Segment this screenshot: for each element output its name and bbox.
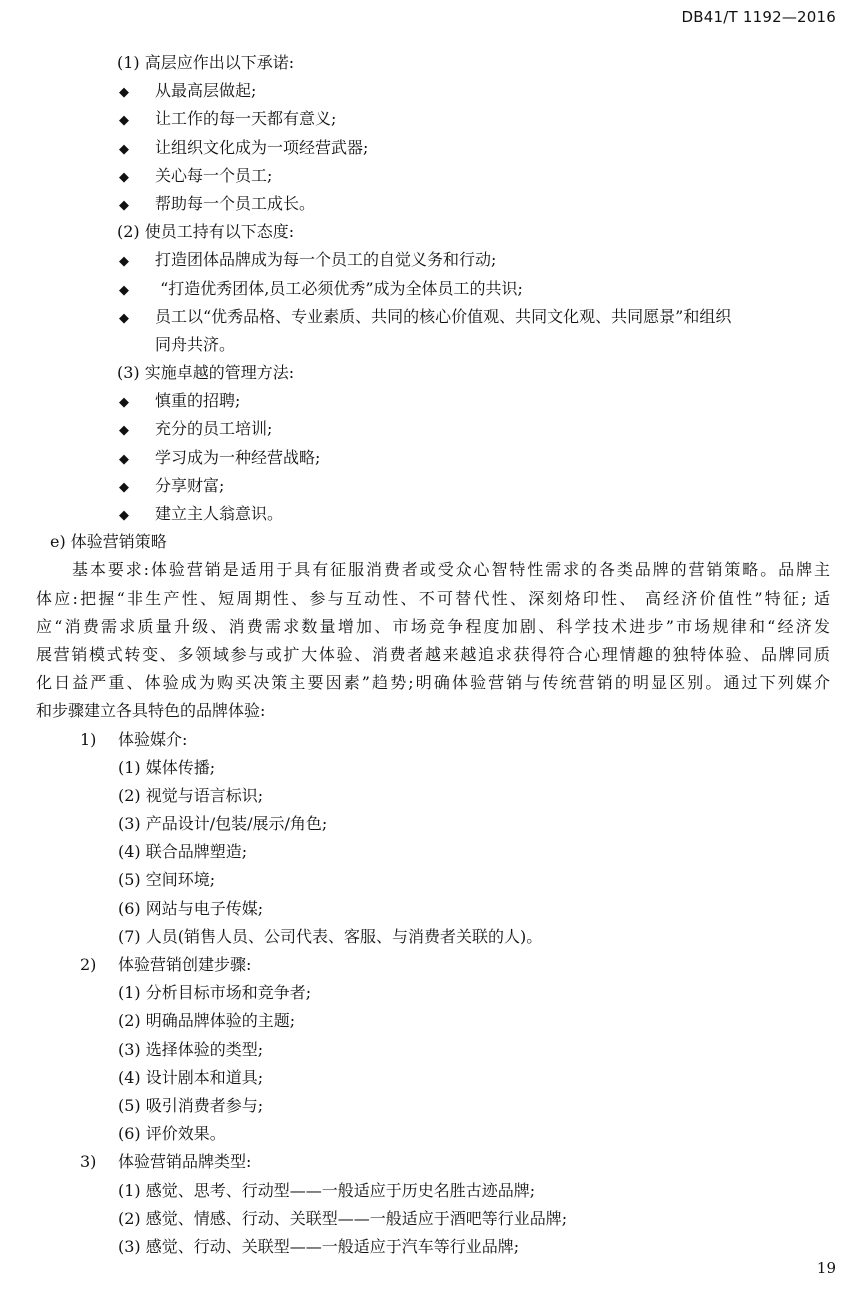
text-line xyxy=(0,951,860,979)
list-number: 2) xyxy=(80,955,97,974)
text-line xyxy=(0,697,860,725)
text-line xyxy=(0,810,860,838)
diamond-bullet-icon: ◆ xyxy=(119,282,129,298)
text-line xyxy=(0,1233,860,1261)
text-line xyxy=(0,162,860,190)
line-text: (1) 分析目标市场和竞争者; xyxy=(118,983,312,1003)
line-text: 应“消费需求质量升级、消费需求数量增加、市场竞争程度加剧、科学技术进步”市场规律和“经济发 xyxy=(36,616,830,636)
line-text: 慎重的招聘; xyxy=(155,391,241,411)
diamond-bullet-icon: ◆ xyxy=(119,310,129,326)
text-line xyxy=(0,303,860,331)
text-line xyxy=(0,1064,860,1092)
text-line xyxy=(0,556,860,584)
line-text: 关心每一个员工; xyxy=(155,165,273,185)
page-number: 19 xyxy=(816,1259,836,1277)
text-line xyxy=(0,585,860,613)
line-text: (3) 实施卓越的管理方法: xyxy=(117,363,295,383)
line-text: 让工作的每一天都有意义; xyxy=(155,109,337,129)
line-text: 帮助每一个员工成长。 xyxy=(155,193,316,213)
text-line xyxy=(0,923,860,951)
diamond-bullet-icon: ◆ xyxy=(119,113,129,129)
text-line xyxy=(0,754,860,782)
diamond-bullet-icon: ◆ xyxy=(119,141,129,157)
diamond-bullet-icon: ◆ xyxy=(119,254,129,270)
line-text: 打造团体品牌成为每一个员工的自觉义务和行动; xyxy=(155,250,497,270)
line-text: 体验营销创建步骤: xyxy=(118,955,252,974)
text-line xyxy=(0,669,860,697)
line-text: 体验媒介: xyxy=(118,729,188,749)
text-line xyxy=(0,359,860,387)
line-text: (1) 高层应作出以下承诺: xyxy=(117,53,295,72)
text-line xyxy=(0,1120,860,1148)
text-line xyxy=(0,246,860,274)
text-line xyxy=(0,500,860,528)
text-line xyxy=(0,726,860,754)
line-text: (2) 感觉、情感、行动、关联型——一般适应于酒吧等行业品牌; xyxy=(118,1208,568,1228)
line-text: 化日益严重、体验成为购买决策主要因素”趋势;明确体验营销与传统营销的明显区别。通过下列媒介 xyxy=(36,673,830,693)
text-line xyxy=(0,1036,860,1064)
line-text: 和步骤建立各具特色的品牌体验: xyxy=(36,701,266,721)
text-line xyxy=(0,613,860,641)
line-text: (2) 明确品牌体验的主题; xyxy=(118,1011,296,1031)
line-text: 员工以“优秀品格、专业素质、共同的核心价值观、共同文化观、共同愿景”和组织 xyxy=(155,306,732,326)
diamond-bullet-icon: ◆ xyxy=(119,508,129,523)
line-text: 让组织文化成为一项经营武器; xyxy=(155,137,369,157)
diamond-bullet-icon: ◆ xyxy=(119,169,129,185)
diamond-bullet-icon: ◆ xyxy=(119,479,129,495)
text-line xyxy=(0,1092,860,1120)
text-line xyxy=(0,1177,860,1205)
text-line xyxy=(0,866,860,894)
line-text: 同舟共济。 xyxy=(155,334,236,354)
text-line xyxy=(0,979,860,1007)
text-line xyxy=(0,275,860,303)
line-text: (3) 感觉、行动、关联型——一般适应于汽车等行业品牌; xyxy=(118,1236,520,1256)
line-text: “打造优秀团体,员工必须优秀”成为全体员工的共识; xyxy=(155,278,523,298)
line-text: (5) 吸引消费者参与; xyxy=(118,1095,264,1115)
list-number: 3) xyxy=(80,1152,97,1172)
text-line xyxy=(0,641,860,669)
line-text: 建立主人翁意识。 xyxy=(155,504,284,523)
text-line xyxy=(0,472,860,500)
text-line xyxy=(0,218,860,246)
line-text: (5) 空间环境; xyxy=(118,870,216,890)
document-code-header: DB41/T 1192—2016 xyxy=(681,8,836,26)
text-line xyxy=(0,134,860,162)
diamond-bullet-icon: ◆ xyxy=(119,197,129,213)
text-line xyxy=(0,895,860,923)
line-text: 体应:把握“非生产性、短周期性、参与互动性、不可替代性、深刻烙印性、 高经济价值性”特征; 适 xyxy=(36,588,830,608)
line-text: 基本要求:体验营销是适用于具有征服消费者或受众心智特性需求的各类品牌的营销策略。品牌主 xyxy=(72,560,830,580)
line-text: (2) 使员工持有以下态度: xyxy=(117,222,295,242)
line-text: 体验营销品牌类型: xyxy=(118,1152,252,1172)
line-text: 展营销模式转变、多领域参与或扩大体验、消费者越来越追求获得符合心理情趣的独特体验、品牌同质 xyxy=(36,644,830,664)
text-line xyxy=(0,444,860,472)
line-text: (2) 视觉与语言标识; xyxy=(118,785,264,805)
text-line xyxy=(0,49,860,77)
text-line xyxy=(0,782,860,810)
line-text: (6) 评价效果。 xyxy=(118,1124,226,1144)
text-line xyxy=(0,1148,860,1176)
text-line xyxy=(0,838,860,866)
line-text: (1) 媒体传播; xyxy=(118,757,216,777)
line-text: e) 体验营销策略 xyxy=(50,532,167,552)
diamond-bullet-icon: ◆ xyxy=(119,451,129,467)
line-text: (3) 选择体验的类型; xyxy=(118,1039,264,1059)
text-line xyxy=(0,1007,860,1035)
text-line xyxy=(0,415,860,443)
text-line xyxy=(0,528,860,556)
line-text: (7) 人员(销售人员、公司代表、客服、与消费者关联的人)。 xyxy=(118,926,543,946)
line-text: (6) 网站与电子传媒; xyxy=(118,898,264,918)
list-number: 1) xyxy=(80,729,97,749)
line-text: (4) 联合品牌塑造; xyxy=(118,842,248,862)
diamond-bullet-icon: ◆ xyxy=(119,395,129,411)
text-line xyxy=(0,105,860,133)
text-line xyxy=(0,387,860,415)
text-line xyxy=(0,331,860,359)
document-body xyxy=(0,49,860,1261)
line-text: 分享财富; xyxy=(155,475,225,495)
diamond-bullet-icon: ◆ xyxy=(119,423,129,439)
line-text: (1) 感觉、思考、行动型——一般适应于历史名胜古迹品牌; xyxy=(118,1180,536,1200)
line-text: 从最高层做起; xyxy=(155,81,257,101)
text-line xyxy=(0,190,860,218)
line-text: (3) 产品设计/包装/展示/角色; xyxy=(118,814,328,834)
diamond-bullet-icon: ◆ xyxy=(119,85,129,101)
line-text: (4) 设计剧本和道具; xyxy=(118,1067,264,1087)
line-text: 学习成为一种经营战略; xyxy=(155,447,321,467)
text-line xyxy=(0,1205,860,1233)
text-line xyxy=(0,77,860,105)
line-text: 充分的员工培训; xyxy=(155,419,273,439)
